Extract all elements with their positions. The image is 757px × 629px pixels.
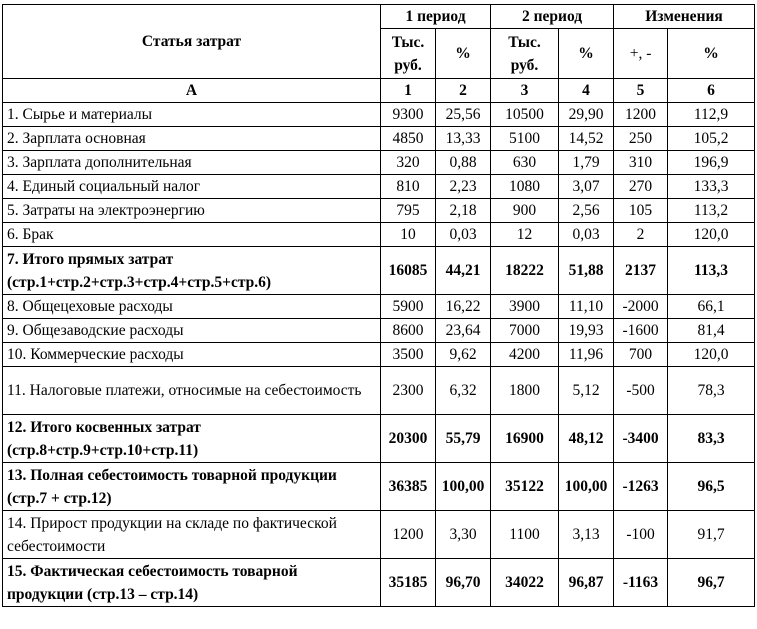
row-value: 96,70 [436,559,491,607]
header-article: Статья затрат [3,5,381,79]
row-value: 1200 [381,511,436,559]
row-value: 0,88 [436,151,491,175]
row-value: 3,07 [559,175,614,199]
row-value: 795 [381,199,436,223]
row-value: 120,0 [668,223,755,247]
row-value: 10 [381,223,436,247]
row-value: 35122 [491,463,559,511]
row-value: 120,0 [668,343,755,367]
table-row [3,151,755,175]
row-value: 320 [381,151,436,175]
row-value: 1,79 [559,151,614,175]
row-name: 10. Коммерческие расходы [3,343,381,367]
table-row [3,319,755,343]
row-value: 55,79 [436,415,491,463]
row-value: 48,12 [559,415,614,463]
row-value: 16900 [491,415,559,463]
row-value: 1200 [614,103,668,127]
row-value: 3,30 [436,511,491,559]
row-value: 36385 [381,463,436,511]
row-value: 2137 [614,247,668,295]
row-value: 96,7 [668,559,755,607]
header-changes: Изменения [614,5,755,29]
row-value: 81,4 [668,319,755,343]
row-value: 29,90 [559,103,614,127]
row-value: 34022 [491,559,559,607]
col-number: 4 [559,79,614,103]
row-value: 630 [491,151,559,175]
row-name: 1. Сырье и материалы [3,103,381,127]
header-percent-2: % [559,29,614,79]
row-value: 25,56 [436,103,491,127]
row-value: 2,23 [436,175,491,199]
row-value: 66,1 [668,295,755,319]
row-value: 16085 [381,247,436,295]
row-value: 96,87 [559,559,614,607]
row-value: 83,3 [668,415,755,463]
row-value: 19,93 [559,319,614,343]
row-value: 810 [381,175,436,199]
table-row [3,295,755,319]
row-value: -100 [614,511,668,559]
row-name: 9. Общезаводские расходы [3,319,381,343]
row-name: 5. Затраты на электроэнергию [3,199,381,223]
col-number: 2 [436,79,491,103]
col-number: 3 [491,79,559,103]
row-value: 1800 [491,367,559,415]
row-name: 14. Прирост продукции на складе по фактической себестоимости [3,511,381,559]
row-value: 18222 [491,247,559,295]
header-percent-1: % [436,29,491,79]
row-value: 113,3 [668,247,755,295]
row-value: 5900 [381,295,436,319]
row-value: 96,5 [668,463,755,511]
row-value: 1100 [491,511,559,559]
row-name: 15. Фактическая себестоимость товарной продукции (стр.13 – стр.14) [3,559,381,607]
table-row [3,511,755,559]
row-value: 10500 [491,103,559,127]
header-plus-minus: +, - [614,29,668,79]
row-value: 35185 [381,559,436,607]
row-value: 100,00 [559,463,614,511]
row-value: 4850 [381,127,436,151]
row-value: 44,21 [436,247,491,295]
col-number: 6 [668,79,755,103]
row-value: 900 [491,199,559,223]
row-value: 12 [491,223,559,247]
row-value: 3,13 [559,511,614,559]
table-row [3,559,755,607]
header-tys-rub-1: Тыс. руб. [381,29,436,79]
row-value: 0,03 [436,223,491,247]
col-number: А [3,79,381,103]
row-value: 16,22 [436,295,491,319]
row-value: 5100 [491,127,559,151]
row-value: 2,18 [436,199,491,223]
row-value: 3900 [491,295,559,319]
row-value: 100,00 [436,463,491,511]
row-value: -1263 [614,463,668,511]
col-number: 1 [381,79,436,103]
column-number-row [3,79,755,103]
row-value: 20300 [381,415,436,463]
cost-table [2,4,755,607]
row-value: 6,32 [436,367,491,415]
row-value: 133,3 [668,175,755,199]
row-name: 4. Единый социальный налог [3,175,381,199]
row-value: 270 [614,175,668,199]
header-period-2: 2 период [491,5,614,29]
row-name: 2. Зарплата основная [3,127,381,151]
row-value: 113,2 [668,199,755,223]
row-value: 5,12 [559,367,614,415]
row-value: 3500 [381,343,436,367]
row-value: 14,52 [559,127,614,151]
row-value: 11,10 [559,295,614,319]
row-value: 0,03 [559,223,614,247]
row-value: 8600 [381,319,436,343]
row-value: 13,33 [436,127,491,151]
row-name: 6. Брак [3,223,381,247]
row-value: 1080 [491,175,559,199]
header-percent-3: % [668,29,755,79]
row-value: -3400 [614,415,668,463]
row-value: 9,62 [436,343,491,367]
table-row [3,247,755,295]
row-value: -1600 [614,319,668,343]
table-row [3,463,755,511]
col-number: 5 [614,79,668,103]
table-row [3,175,755,199]
row-value: 196,9 [668,151,755,175]
table-row [3,415,755,463]
row-name: 13. Полная себестоимость товарной продукции (стр.7 + стр.12) [3,463,381,511]
row-name: 7. Итого прямых затрат (стр.1+стр.2+стр.3+стр.4+стр.5+стр.6) [3,247,381,295]
table-body [3,103,755,607]
table-row [3,103,755,127]
table-row [3,343,755,367]
row-value: 700 [614,343,668,367]
row-value: 2300 [381,367,436,415]
row-value: 112,9 [668,103,755,127]
row-value: 2,56 [559,199,614,223]
header-tys-rub-2: Тыс. руб. [491,29,559,79]
row-value: 310 [614,151,668,175]
row-value: 7000 [491,319,559,343]
table-row [3,127,755,151]
row-value: -1163 [614,559,668,607]
table-row [3,199,755,223]
row-value: 9300 [381,103,436,127]
row-value: 105 [614,199,668,223]
row-value: 4200 [491,343,559,367]
row-name: 8. Общецеховые расходы [3,295,381,319]
row-value: 91,7 [668,511,755,559]
row-value: 250 [614,127,668,151]
table-row [3,223,755,247]
row-value: 2 [614,223,668,247]
row-value: 51,88 [559,247,614,295]
row-name: 11. Налоговые платежи, относимые на себестоимость [3,367,381,415]
row-value: -2000 [614,295,668,319]
table-row [3,367,755,415]
row-name: 3. Зарплата дополнительная [3,151,381,175]
row-value: 23,64 [436,319,491,343]
row-name: 12. Итого косвенных затрат (стр.8+стр.9+стр.10+стр.11) [3,415,381,463]
row-value: 11,96 [559,343,614,367]
row-value: -500 [614,367,668,415]
row-value: 105,2 [668,127,755,151]
row-value: 78,3 [668,367,755,415]
header-period-1: 1 период [381,5,491,29]
